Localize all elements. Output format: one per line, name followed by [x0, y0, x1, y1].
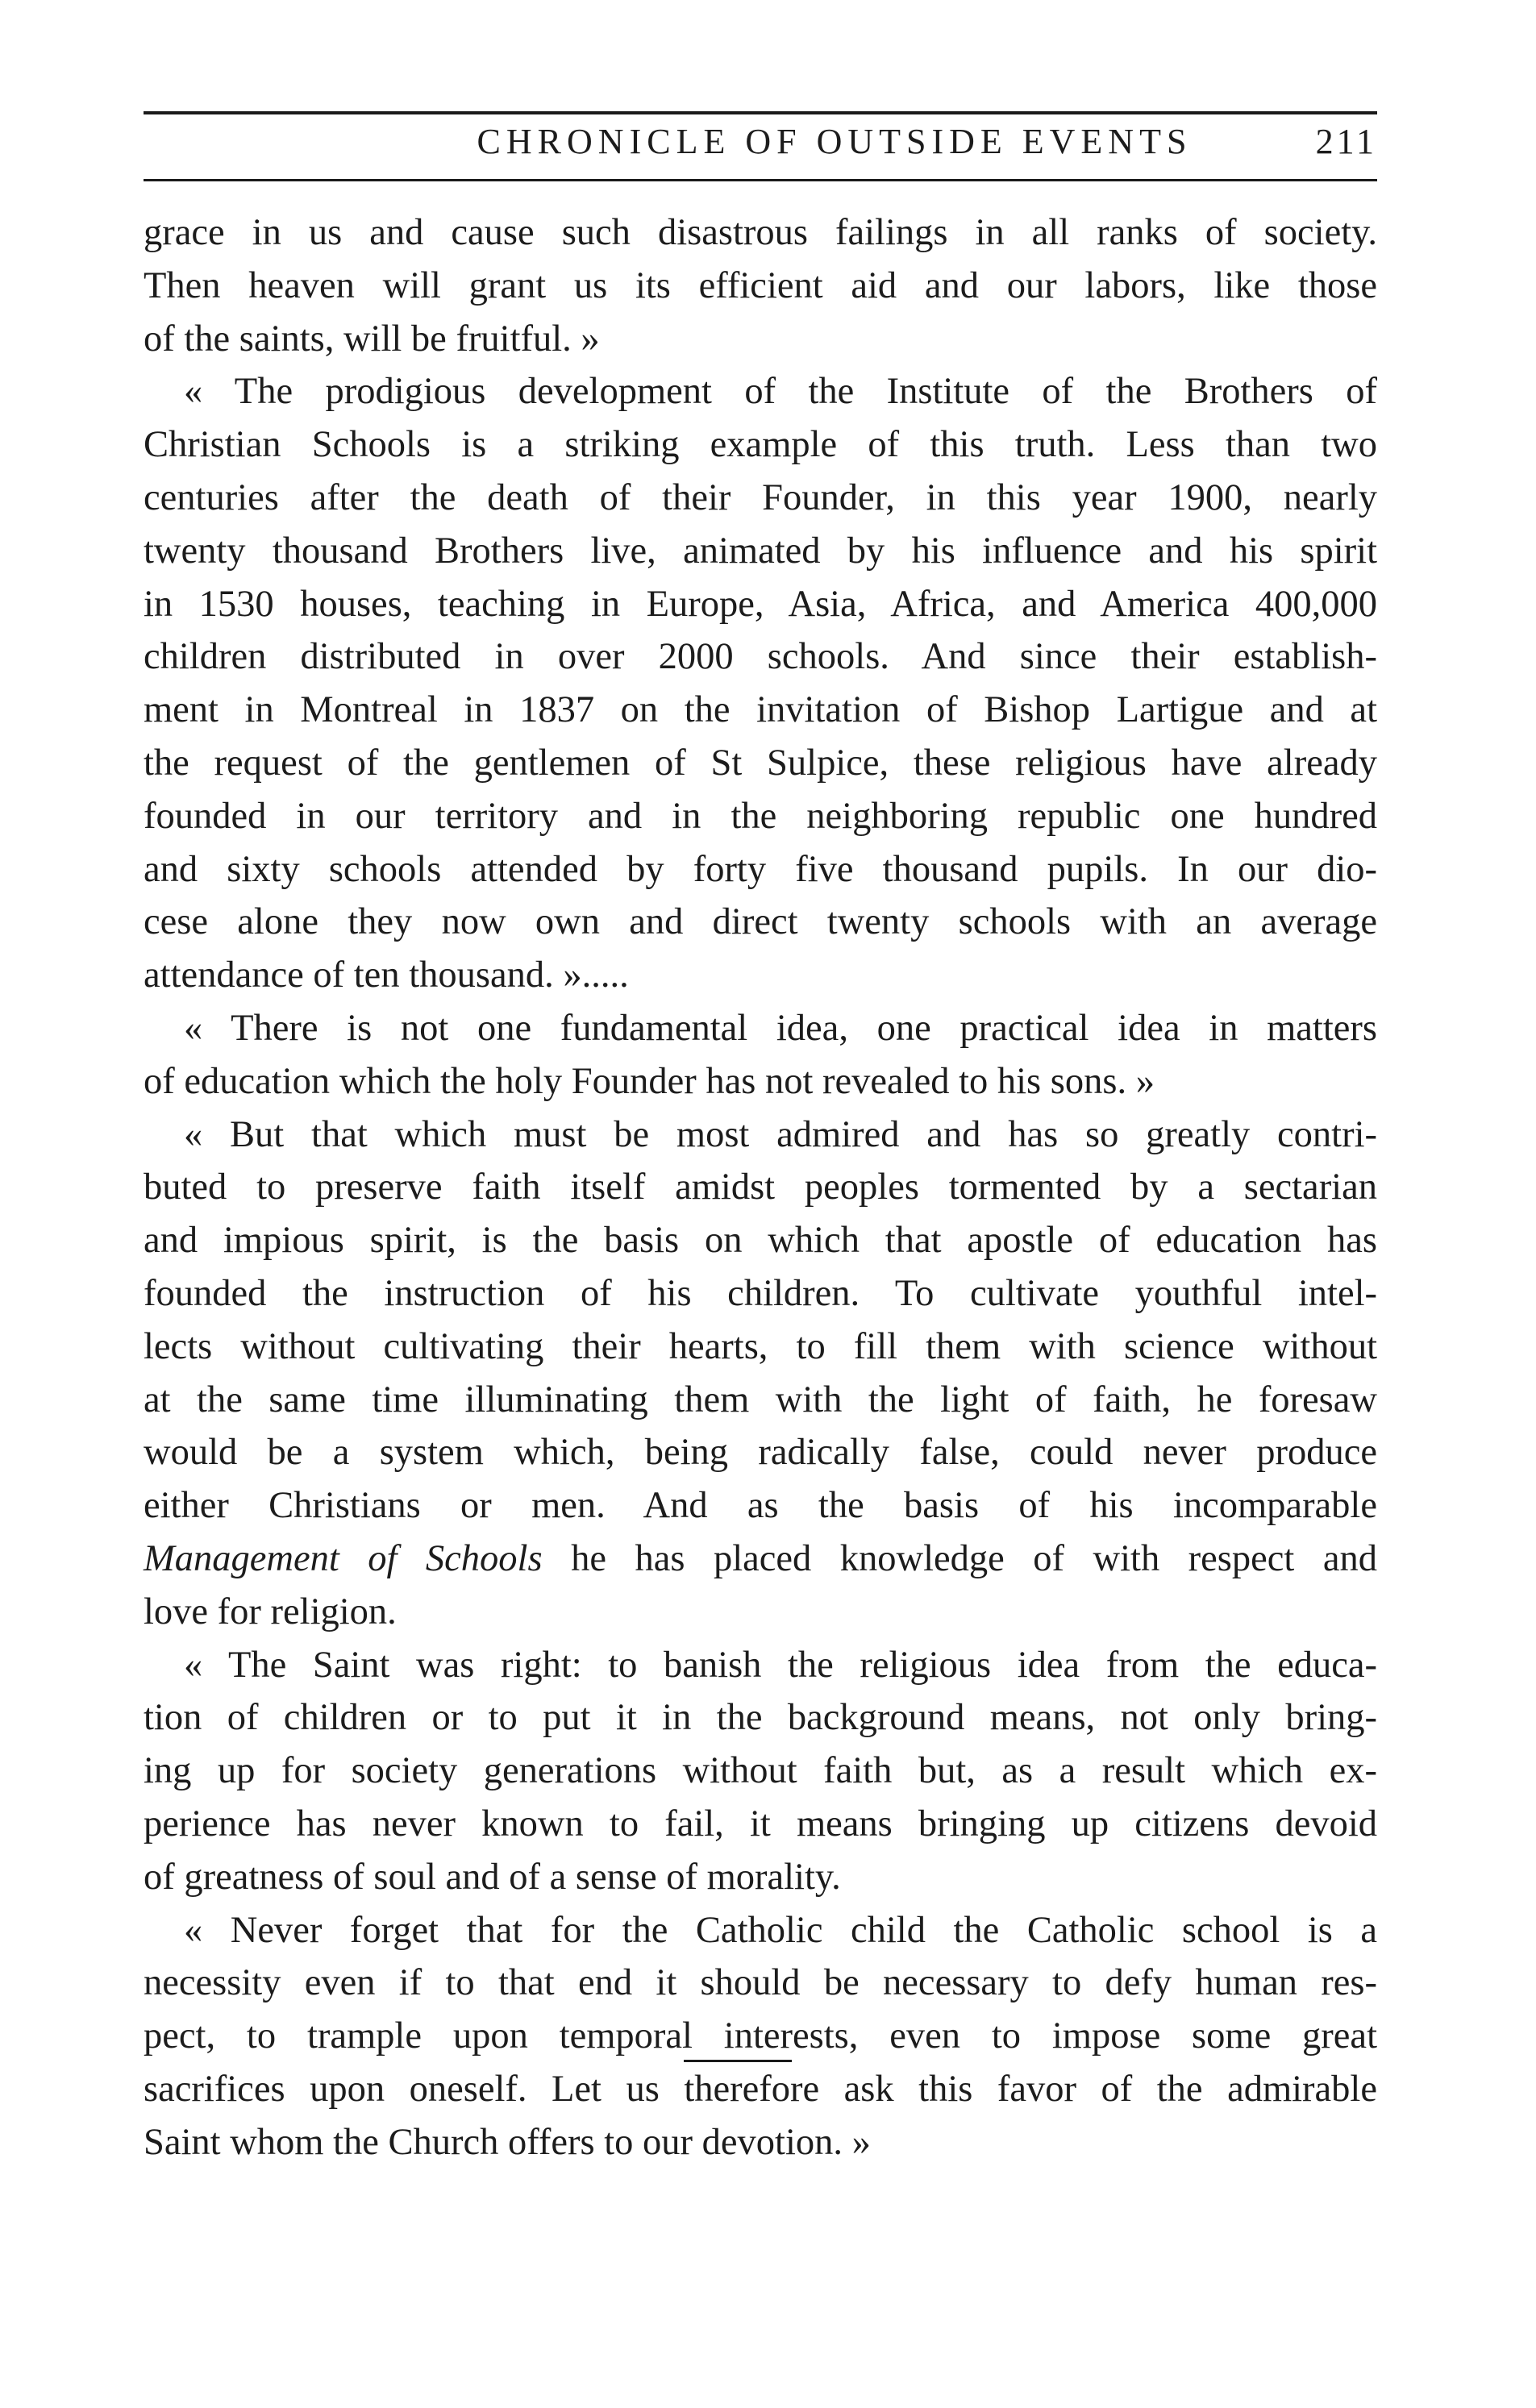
text-line: ing up for society generations without faith but, as a result which ex- — [144, 1750, 1377, 1792]
text-line: lects without cultivating their hearts, to fill them with science without — [144, 1325, 1377, 1367]
text-line: necessity even if to that end it should be necessary to defy human res- — [144, 1962, 1377, 2004]
text-line: founded the instruction of his children. To cultivate youthful intel- — [144, 1272, 1377, 1314]
body-text — [144, 206, 1377, 2169]
text-line: of education which the holy Founder has not revealed to his sons. » — [144, 1060, 1155, 1102]
text-line: Then heaven will grant us its efficient aid and our labors, like those — [144, 264, 1377, 306]
text-line: and sixty schools attended by forty five thousand pupils. In our dio- — [144, 848, 1377, 890]
text-line: Christian Schools is a striking example of this truth. Less than two — [144, 424, 1377, 466]
text-line: of greatness of soul and of a sense of morality. — [144, 1856, 841, 1898]
text-line: in 1530 houses, teaching in Europe, Asia, Africa, and America 400,000 — [144, 583, 1377, 625]
text-line-rest: he has placed knowledge of with respect and — [542, 1537, 1377, 1579]
text-line: of the saints, will be fruitful. » — [144, 318, 600, 360]
text-line: « There is not one fundamental idea, one practical idea in matters — [184, 1007, 1377, 1049]
text-line: twenty thousand Brothers live, animated by his influence and his spirit — [144, 530, 1377, 572]
text-line: pect, to trample upon temporal interests, even to impose some great — [144, 2015, 1377, 2057]
text-line: centuries after the death of their Founder, in this year 1900, nearly — [144, 476, 1377, 518]
text-line: ment in Montreal in 1837 on the invitation of Bishop Lartigue and at — [144, 689, 1377, 731]
text-line: sacrifices upon oneself. Let us therefore ask this favor of the admirable — [144, 2068, 1377, 2110]
text-line: love for religion. — [144, 1591, 397, 1632]
end-rule — [684, 2060, 792, 2062]
running-title: CHRONICLE OF OUTSIDE EVENTS — [477, 122, 1193, 161]
text-line: Saint whom the Church offers to our devotion. » — [144, 2121, 871, 2163]
text-line: buted to preserve faith itself amidst peoples tormented by a sectarian — [144, 1167, 1377, 1208]
text-line: « The Saint was right: to banish the religious idea from the educa- — [184, 1644, 1377, 1686]
text-line: « But that which must be most admired and has so greatly contri- — [184, 1113, 1377, 1155]
text-line: « Never forget that for the Catholic child the Catholic school is a — [184, 1909, 1377, 1951]
text-line: cese alone they now own and direct twenty schools with an average — [144, 901, 1377, 943]
text-line: founded in our territory and in the neighboring republic one hundred — [144, 795, 1377, 837]
text-line: perience has never known to fail, it means bringing up citizens devoid — [144, 1803, 1377, 1844]
text-line: grace in us and cause such disastrous failings in all ranks of society. — [144, 212, 1377, 253]
text-line — [144, 1533, 1377, 1586]
text-line: and impious spirit, is the basis on which that apostle of education has — [144, 1220, 1377, 1262]
italic-book-title: Management of Schools — [144, 1537, 543, 1579]
page-number: 211 — [1315, 122, 1377, 161]
header-rule — [144, 179, 1377, 181]
text-line: attendance of ten thousand. »..... — [144, 954, 629, 996]
text-line: would be a system which, being radically false, could never produce — [144, 1432, 1377, 1474]
top-rule — [144, 111, 1377, 114]
text-line: « The prodigious development of the Institute of the Brothers of — [184, 371, 1377, 413]
text-line: the request of the gentlemen of St Sulpice, these religious have already — [144, 742, 1377, 784]
text-line: either Christians or men. And as the basis of his incomparable — [144, 1485, 1377, 1527]
text-line: at the same time illuminating them with the light of faith, he foresaw — [144, 1379, 1377, 1420]
text-line: children distributed in over 2000 schools. And since their establish- — [144, 636, 1377, 678]
text-line: tion of children or to put it in the background means, not only bring- — [144, 1697, 1377, 1739]
